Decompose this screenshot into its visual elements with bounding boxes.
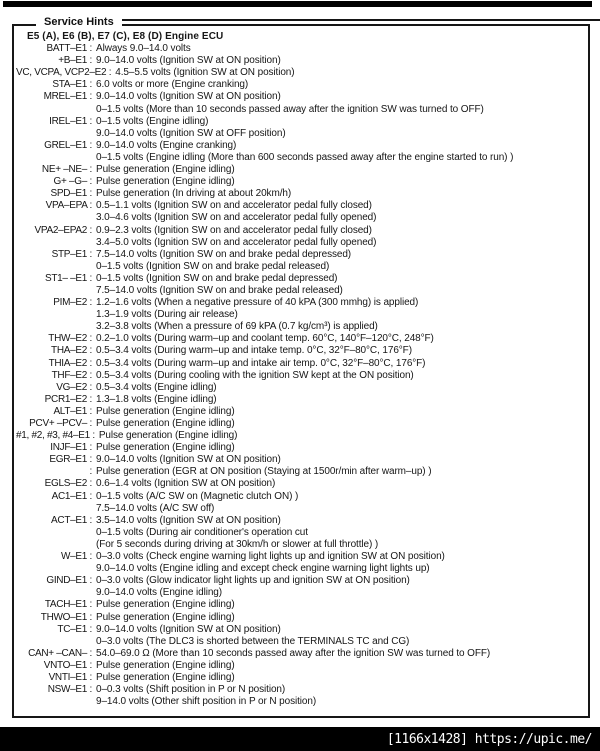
hint-line: [16, 309, 586, 321]
hint-desc: 6.0 volts or more (Engine cranking): [96, 79, 249, 91]
terminal-label: VNTI–E1 :: [48, 671, 92, 683]
hint-desc: 0.2–1.0 volts (During warm–up and coolant temp. 60°C, 140°F–120°C, 248°F): [96, 333, 434, 345]
hint-desc: 1.3–1.8 volts (Engine idling): [96, 393, 217, 405]
hint-line: [16, 212, 586, 224]
service-hints-label: Service Hints: [36, 15, 122, 29]
hint-desc: 9.0–14.0 volts (Engine idling): [96, 587, 222, 599]
terminal-label: VG–E2 :: [56, 381, 92, 393]
terminal-label: G+ –G– :: [53, 176, 92, 188]
terminal-label: THIA–E2 :: [48, 357, 92, 369]
hint-line: [16, 612, 586, 624]
terminal-label: THF–E2 :: [51, 369, 92, 381]
hint-desc: 3.5–14.0 volts (Ignition SW at ON position): [96, 514, 281, 526]
hint-desc: Pulse generation (Engine idling): [96, 418, 235, 429]
terminal-label: #1, #2, #3, #4–E1 :: [16, 430, 95, 442]
hint-line: [16, 382, 586, 394]
hint-desc: 9.0–14.0 volts (Engine cranking): [96, 139, 237, 151]
hint-desc: 54.0–69.0 Ω (More than 10 seconds passed away after the ignition SW was turned to OFF): [96, 647, 491, 659]
hint-desc: 9.0–14.0 volts (Engine idling and except check engine warning light lights up): [96, 563, 430, 575]
terminal-label: VPA2–EPA2 :: [34, 224, 92, 236]
hint-desc: 3.2–3.8 volts (When a pressure of 69 kPA (0.7 kg/cm³) is applied): [96, 321, 378, 333]
hint-desc: 0–1.5 volts (Engine idling (More than 600 seconds passed away after the engine started to run) ): [96, 151, 514, 163]
terminal-label: STA–E1 :: [52, 79, 92, 91]
watermark-text: [1166x1428] https://upic.me/: [386, 731, 592, 747]
terminal-label: [16, 309, 92, 321]
terminal-label: PIM–E2 :: [53, 297, 92, 309]
top-border-bar: [3, 1, 592, 7]
hint-desc: 0.5–3.4 volts (During warm–up and intake air temp. 0°C, 32°F–80°C, 176°F): [96, 357, 426, 369]
hint-line: [16, 358, 586, 370]
terminal-label: :: [89, 466, 92, 478]
terminal-label: INJF–E1 :: [50, 442, 92, 454]
hint-line: [16, 128, 586, 140]
terminal-label: [16, 503, 92, 515]
hint-line: [16, 261, 586, 273]
ecu-heading: E5 (A), E6 (B), E7 (C), E8 (D) Engine ECU: [27, 31, 224, 42]
terminal-label: MREL–E1 :: [43, 91, 92, 103]
hint-desc: Always 9.0–14.0 volts: [96, 43, 191, 55]
hint-desc: Pulse generation (Engine idling): [96, 176, 235, 188]
terminal-label: [16, 212, 92, 224]
terminal-label: CAN+ –CAN– :: [28, 647, 92, 659]
hint-line: [16, 140, 586, 152]
terminal-label: THW–E2 :: [48, 333, 92, 345]
hint-line: [16, 563, 586, 575]
hint-desc: 9.0–14.0 volts (Ignition SW at OFF position): [96, 127, 286, 139]
hint-line: [16, 55, 586, 67]
hint-line: [16, 285, 586, 297]
terminal-label: VPA–EPA :: [45, 200, 92, 212]
hint-line: [16, 333, 586, 345]
hint-line: [16, 575, 586, 587]
hint-line: [16, 660, 586, 672]
hint-desc: Pulse generation (In driving at about 20km/h): [96, 188, 292, 200]
terminal-label: PCR1–E2 :: [44, 393, 92, 405]
hint-desc: Pulse generation (Engine idling): [96, 599, 235, 611]
hint-line: [16, 430, 586, 442]
hint-desc: Pulse generation (EGR at ON position (Staying at 1500r/min after warm–up) ): [96, 466, 432, 478]
hint-line: [16, 176, 586, 188]
hint-desc: 0–3.0 volts (Check engine warning light lights up and ignition SW at ON position): [96, 551, 445, 563]
hint-desc: 9.0–14.0 volts (Ignition SW at ON position): [96, 454, 281, 466]
hints-content: [16, 31, 586, 708]
hint-line: [16, 684, 586, 696]
terminal-label: [16, 587, 92, 599]
hint-desc: 0–3.0 volts (Glow indicator light lights up and ignition SW at ON position): [96, 575, 410, 587]
hint-desc: 0.5–3.4 volts (Engine idling): [96, 381, 217, 393]
terminal-label: AC1–E1 :: [51, 490, 92, 502]
hint-line: [16, 249, 586, 261]
hint-line: [16, 636, 586, 648]
hint-line: [16, 43, 586, 55]
hint-line: [16, 321, 586, 333]
hint-desc: 7.5–14.0 volts (Ignition SW on and brake pedal depressed): [96, 248, 352, 260]
watermark-bar: [0, 727, 600, 751]
terminal-label: [16, 321, 92, 333]
hint-desc: Pulse generation (Engine idling): [96, 671, 235, 683]
terminal-label: STP–E1 :: [51, 248, 92, 260]
hint-line: [16, 297, 586, 309]
hint-desc: 1.2–1.6 volts (When a negative pressure of 40 kPA (300 mmhg) is applied): [96, 297, 419, 309]
hint-line: [16, 394, 586, 406]
hint-desc: Pulse generation (Engine idling): [96, 442, 235, 454]
hint-desc: (For 5 seconds during driving at 30km/h or slower at full throttle) ): [96, 538, 379, 550]
hint-desc: 9.0–14.0 volts (Ignition SW at ON position): [96, 91, 281, 103]
hint-desc: 0.9–2.3 volts (Ignition SW on and accelerator pedal fully closed): [96, 224, 372, 236]
hint-line: [16, 152, 586, 164]
terminal-label: [16, 539, 92, 551]
hint-line: [16, 79, 586, 91]
hint-desc: 9.0–14.0 volts (Ignition SW at ON position): [96, 55, 281, 67]
terminal-label: GREL–E1 :: [44, 139, 92, 151]
hint-line: [16, 599, 586, 611]
hint-desc: 4.5–5.5 volts (Ignition SW at ON position): [115, 67, 295, 79]
hint-desc: 0.5–3.4 volts (During warm–up and intake temp. 0°C, 32°F–80°C, 176°F): [96, 345, 412, 357]
terminal-label: THWO–E1 :: [40, 611, 92, 623]
terminal-label: [16, 237, 92, 249]
hint-desc: 0.5–3.4 volts (During cooling with the ignition SW kept at the ON position): [96, 369, 414, 381]
terminal-label: [16, 128, 92, 140]
hint-line: [16, 370, 586, 382]
hint-line: [16, 345, 586, 357]
terminal-label: EGR–E1 :: [49, 454, 92, 466]
terminal-label: ACT–E1 :: [51, 514, 92, 526]
hint-desc: 7.5–14.0 volts (A/C SW off): [96, 502, 215, 514]
hint-line: [16, 466, 586, 478]
hint-line: [16, 200, 586, 212]
hint-line: [16, 406, 586, 418]
hint-desc: Pulse generation (Engine idling): [96, 164, 235, 176]
terminal-label: TACH–E1 :: [44, 599, 92, 611]
terminal-label: W–E1 :: [61, 551, 92, 563]
hint-line: [16, 551, 586, 563]
terminal-label: [16, 636, 92, 648]
terminal-label: SPD–E1 :: [50, 188, 92, 200]
hint-desc: 9–14.0 volts (Other shift position in P or N position): [96, 696, 317, 708]
terminal-label: [16, 696, 92, 708]
terminal-label: VNTO–E1 :: [43, 659, 92, 671]
hint-line: [16, 116, 586, 128]
hint-desc: 0.6–1.4 volts (Ignition SW at ON position): [96, 478, 276, 490]
hint-desc: Pulse generation (Engine idling): [98, 430, 238, 442]
hint-desc: 0–3.0 volts (The DLC3 is shorted between the TERMINALS TC and CG): [96, 635, 410, 647]
terminal-label: GIND–E1 :: [46, 575, 92, 587]
hint-line: [16, 527, 586, 539]
hint-line: [16, 225, 586, 237]
hint-line: [16, 648, 586, 660]
hint-line: [16, 454, 586, 466]
hint-line: [16, 539, 586, 551]
terminal-label: [16, 285, 92, 297]
hint-desc: Pulse generation (Engine idling): [96, 611, 235, 623]
hint-line: [16, 164, 586, 176]
hint-line: [16, 503, 586, 515]
hint-line: [16, 67, 586, 79]
terminal-label: [16, 152, 92, 164]
terminal-label: ALT–E1 :: [53, 405, 92, 417]
hint-desc: 0–1.5 volts (Ignition SW on and brake pedal released): [96, 260, 330, 272]
hint-desc: Pulse generation (Engine idling): [96, 405, 235, 417]
hint-line: [16, 104, 586, 116]
hint-desc: 0–1.5 volts (More than 10 seconds passed away after the ignition SW was turned to OFF): [96, 103, 484, 115]
service-hints-rule: [112, 19, 600, 21]
hint-line: [16, 587, 586, 599]
terminal-label: VC, VCPA, VCP2–E2 :: [16, 67, 112, 79]
terminal-label: THA–E2 :: [51, 345, 92, 357]
terminal-label: [16, 563, 92, 575]
terminal-label: EGLS–E2 :: [44, 478, 92, 490]
hint-line: [16, 273, 586, 285]
hint-desc: Pulse generation (Engine idling): [96, 659, 235, 671]
terminal-label: NE+ –NE– :: [41, 164, 92, 176]
terminal-label: [16, 261, 92, 273]
hint-line: [16, 696, 586, 708]
terminal-label: ST1– –E1 :: [44, 272, 92, 284]
hint-desc: 7.5–14.0 volts (Ignition SW on and brake pedal released): [96, 284, 343, 296]
terminal-label: BATT–E1 :: [46, 43, 92, 55]
hint-desc: 0–1.5 volts (A/C SW on (Magnetic clutch ON) ): [96, 490, 299, 502]
hint-line: [16, 491, 586, 503]
hint-line: [16, 672, 586, 684]
hint-desc: 0–1.5 volts (Engine idling): [96, 115, 209, 127]
hint-desc: 0–1.5 volts (During air conditioner's operation cut: [96, 526, 308, 538]
hint-line: [16, 188, 586, 200]
hint-line: [16, 478, 586, 490]
hint-desc: 9.0–14.0 volts (Ignition SW at ON position): [96, 623, 281, 635]
terminal-label: +B–E1 :: [58, 55, 92, 67]
terminal-label: [16, 104, 92, 116]
hint-line: [16, 91, 586, 103]
terminal-label: [16, 527, 92, 539]
hint-desc: 3.4–5.0 volts (Ignition SW on and accelerator pedal fully opened): [96, 236, 377, 248]
terminal-label: TC–E1 :: [57, 623, 92, 635]
service-hints-box: [12, 24, 590, 718]
hint-line: [16, 237, 586, 249]
hint-line: [16, 442, 586, 454]
hint-desc: 3.0–4.6 volts (Ignition SW on and accelerator pedal fully opened): [96, 212, 377, 224]
terminal-label: PCV+ –PCV– :: [29, 418, 92, 429]
terminal-label: NSW–E1 :: [47, 684, 92, 696]
terminal-label: IREL–E1 :: [49, 115, 92, 127]
hint-lines: [16, 43, 586, 708]
hint-desc: 0–0.3 volts (Shift position in P or N position): [96, 684, 286, 696]
hint-line: [16, 624, 586, 636]
hint-line: [16, 418, 586, 430]
hint-desc: 1.3–1.9 volts (During air release): [96, 309, 238, 321]
hint-desc: 0–1.5 volts (Ignition SW on and brake pedal depressed): [96, 272, 338, 284]
hint-line: [16, 515, 586, 527]
hint-desc: 0.5–1.1 volts (Ignition SW on and accelerator pedal fully closed): [96, 200, 372, 212]
